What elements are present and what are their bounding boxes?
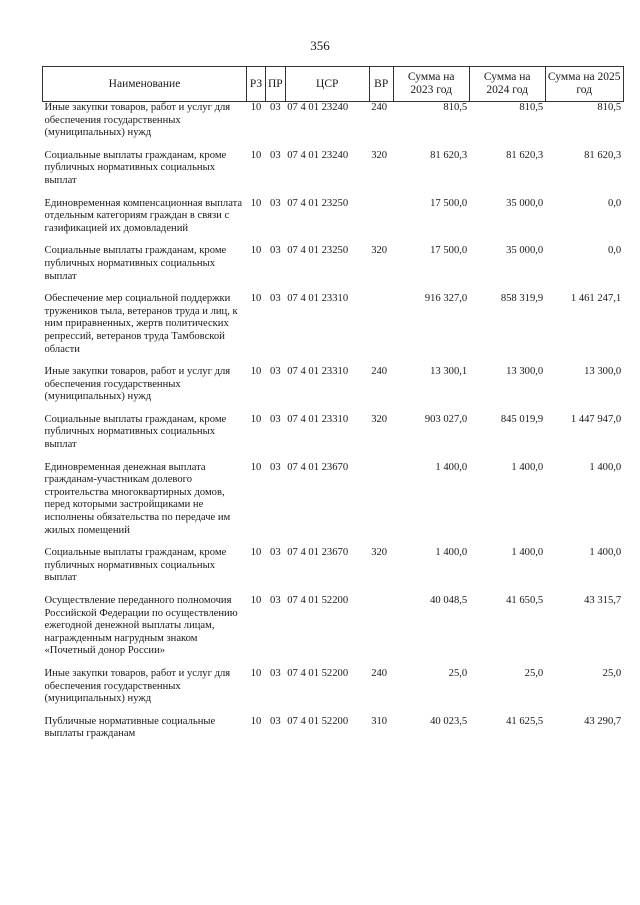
- row-csr: 07 4 01 23310: [287, 366, 349, 378]
- row-rz: 10: [250, 595, 262, 606]
- table-header-row: [43, 67, 624, 102]
- row-sum-2024: 810,5: [519, 102, 544, 113]
- row-sum-2025: 0,0: [607, 245, 622, 257]
- row-pr: 03: [270, 245, 281, 257]
- row-pr: 03: [270, 461, 281, 473]
- row-name: Единовременная денежная выплата гражданам-участникам долевого строительства многоквартирных домов, перед которыми застройщиками не исполнены обязательства по передаче им жилых помещений: [44, 461, 231, 536]
- row-name: Социальные выплаты гражданам, кроме публичных нормативных социальных выплат: [44, 245, 227, 282]
- row-sum-2025: 25,0: [602, 667, 622, 679]
- header-sum-2025: Сумма на 2025 год: [545, 67, 623, 102]
- row-vr: 320: [371, 547, 388, 559]
- row-pr: 03: [270, 547, 281, 559]
- header-vr: ВР: [369, 67, 393, 102]
- row-sum-2023: 810,5: [443, 102, 468, 113]
- row-rz: 10: [250, 102, 262, 113]
- table-row: [43, 547, 624, 595]
- row-name: Осуществление переданного полномочия Российской Федерации по осуществлению ежегодной денежной выплаты лицам, награжденным нагрудным знаком «Почетный донор России»: [44, 595, 238, 657]
- table-row: [43, 668, 624, 716]
- row-vr: 320: [371, 149, 388, 161]
- row-rz: 10: [250, 715, 262, 727]
- row-vr: 240: [371, 102, 388, 113]
- row-vr: [369, 293, 393, 366]
- row-csr: 07 4 01 23670: [287, 461, 349, 473]
- row-rz: 10: [250, 366, 262, 378]
- table-row: [43, 102, 624, 150]
- table-row: [43, 245, 624, 293]
- row-sum-2025: 810,5: [597, 102, 622, 113]
- row-vr: 240: [371, 667, 388, 679]
- row-sum-2023: 1 400,0: [435, 547, 468, 559]
- row-rz: 10: [250, 293, 262, 305]
- row-name: Публичные нормативные социальные выплаты гражданам: [44, 715, 216, 740]
- header-pr: ПР: [266, 67, 286, 102]
- table-row: [43, 366, 624, 414]
- row-csr: 07 4 01 52200: [287, 715, 349, 727]
- row-csr: 07 4 01 52200: [287, 667, 349, 679]
- row-pr: 03: [270, 667, 281, 679]
- row-sum-2024: 35 000,0: [506, 245, 544, 257]
- table-row: [43, 414, 624, 462]
- row-sum-2025: 1 400,0: [589, 461, 622, 473]
- row-name: Социальные выплаты гражданам, кроме публичных нормативных социальных выплат: [44, 413, 227, 451]
- row-sum-2023: 17 500,0: [430, 197, 468, 209]
- row-sum-2024: 13 300,0: [506, 366, 544, 378]
- row-sum-2025: 1 447 947,0: [570, 413, 622, 425]
- row-vr: 240: [371, 366, 388, 378]
- row-rz: 10: [250, 667, 262, 679]
- table-body: [43, 102, 624, 751]
- row-rz: 10: [250, 149, 262, 161]
- row-vr: 320: [371, 245, 388, 257]
- header-name: Наименование: [43, 67, 247, 102]
- row-sum-2025: 43 315,7: [584, 595, 622, 606]
- row-sum-2023: 25,0: [448, 667, 468, 679]
- row-csr: 07 4 01 23240: [287, 149, 349, 161]
- row-pr: 03: [270, 293, 281, 305]
- row-sum-2025: 1 400,0: [589, 547, 622, 559]
- header-sum-2024: Сумма на 2024 год: [469, 67, 545, 102]
- row-sum-2025: 0,0: [607, 197, 622, 209]
- row-sum-2024: 81 620,3: [506, 149, 544, 161]
- table-row: [43, 293, 624, 366]
- row-vr: 320: [371, 413, 388, 425]
- row-sum-2025: 81 620,3: [584, 149, 622, 161]
- row-name: Социальные выплаты гражданам, кроме публичных нормативных социальных выплат: [44, 149, 227, 186]
- row-sum-2024: 845 019,9: [500, 413, 544, 425]
- row-sum-2023: 903 027,0: [424, 413, 468, 425]
- row-pr: 03: [270, 366, 281, 378]
- table-row: [43, 150, 624, 198]
- row-csr: 07 4 01 23310: [287, 293, 349, 305]
- row-sum-2023: 916 327,0: [424, 293, 468, 305]
- row-sum-2023: 40 048,5: [430, 595, 468, 606]
- row-csr: 07 4 01 23670: [287, 547, 349, 559]
- row-pr: 03: [270, 149, 281, 161]
- row-name: Иные закупки товаров, работ и услуг для обеспечения государственных (муниципальных) нужд: [44, 667, 231, 705]
- row-sum-2023: 17 500,0: [430, 245, 468, 257]
- row-vr: 310: [371, 715, 388, 727]
- header-csr: ЦСР: [285, 67, 369, 102]
- row-sum-2024: 35 000,0: [506, 197, 544, 209]
- row-sum-2023: 13 300,1: [430, 366, 468, 378]
- page-number: 356: [310, 38, 330, 53]
- budget-table: [42, 66, 624, 751]
- row-csr: 07 4 01 23250: [287, 245, 349, 257]
- header-rz: РЗ: [247, 67, 266, 102]
- table-row: [43, 198, 624, 246]
- row-pr: 03: [270, 102, 281, 113]
- header-sum-2023: Сумма на 2023 год: [393, 67, 469, 102]
- row-csr: 07 4 01 23250: [287, 197, 349, 209]
- row-name: Иные закупки товаров, работ и услуг для обеспечения государственных (муниципальных) нужд: [44, 366, 231, 403]
- table-row: [43, 595, 624, 668]
- row-sum-2025: 43 290,7: [584, 715, 622, 727]
- row-csr: 07 4 01 23310: [287, 413, 349, 425]
- row-rz: 10: [250, 413, 262, 425]
- row-vr: [369, 462, 393, 548]
- row-sum-2024: 25,0: [524, 667, 544, 679]
- row-name: Социальные выплаты гражданам, кроме публичных нормативных социальных выплат: [44, 547, 227, 584]
- row-rz: 10: [250, 461, 262, 473]
- row-sum-2025: 1 461 247,1: [570, 293, 622, 305]
- row-sum-2024: 41 650,5: [506, 595, 544, 606]
- row-vr: [369, 595, 393, 668]
- row-rz: 10: [250, 197, 262, 209]
- row-sum-2024: 1 400,0: [511, 547, 544, 559]
- row-csr: 07 4 01 23240: [287, 102, 349, 113]
- table-row: [43, 716, 624, 751]
- table-row: [43, 462, 624, 548]
- row-sum-2024: 41 625,5: [506, 715, 544, 727]
- row-pr: 03: [270, 595, 281, 606]
- row-sum-2023: 1 400,0: [435, 461, 468, 473]
- row-rz: 10: [250, 245, 262, 257]
- row-name: Иные закупки товаров, работ и услуг для обеспечения государственных (муниципальных) нужд: [44, 102, 231, 139]
- row-sum-2024: 858 319,9: [500, 293, 544, 305]
- row-rz: 10: [250, 547, 262, 559]
- row-pr: 03: [270, 715, 281, 727]
- row-vr: [369, 198, 393, 246]
- row-pr: 03: [270, 413, 281, 425]
- row-pr: 03: [270, 197, 281, 209]
- row-name: Обеспечение мер социальной поддержки тружеников тыла, ветеранов труда и лиц, к ним приравненных, жертв политических репрессий, ветеранов труда Тамбовской области: [44, 293, 238, 355]
- row-sum-2023: 40 023,5: [430, 715, 468, 727]
- row-sum-2024: 1 400,0: [511, 461, 544, 473]
- row-sum-2023: 81 620,3: [430, 149, 468, 161]
- row-name: Единовременная компенсационная выплата отдельным категориям граждан в связи с газификацией их домовладений: [44, 197, 243, 234]
- row-csr: 07 4 01 52200: [287, 595, 349, 606]
- row-sum-2025: 13 300,0: [584, 366, 622, 378]
